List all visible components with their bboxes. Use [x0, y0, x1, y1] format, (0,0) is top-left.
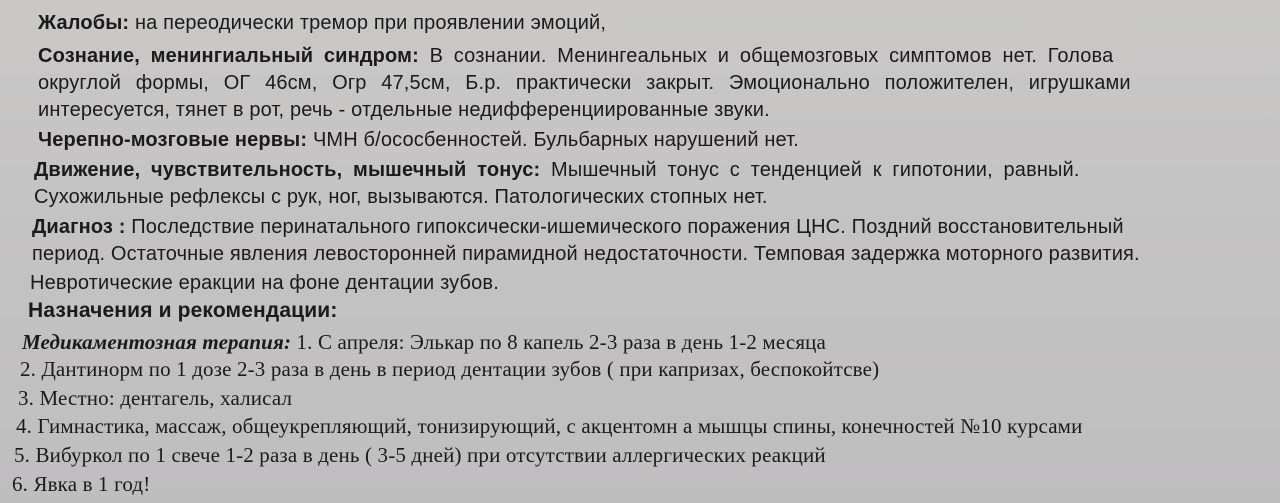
prescription-item-3: 3. Местно: дентагель, халисал — [18, 386, 293, 410]
prescription-item-6: 6. Явка в 1 год! — [12, 472, 151, 496]
prescription-item-1 — [22, 329, 826, 355]
prescription-item-4: 4. Гимнастика, массаж, общеукрепляющий, тонизирующий, с акцентомн а мышцы спины, конечностей №10 курсами — [16, 414, 1083, 438]
diagnosis-label: Диагноз : — [32, 216, 126, 238]
movement-text: Мышечный тонус с тенденцией к гипотонии, равный. — [540, 159, 1080, 181]
consciousness-line-1 — [38, 43, 1113, 69]
cranial-nerves-text: ЧМН б/ососбенностей. Бульбарных нарушений нет. — [307, 129, 799, 151]
prescription-item-5: 5. Вибуркол по 1 свече 1-2 раза в день ( 3-5 дней) при отсутствии аллергических реакций — [14, 443, 826, 467]
prescription-item-1-text: 1. С апреля: Элькар по 8 капель 2-3 раза в день 1-2 месяца — [291, 330, 827, 354]
diagnosis-line-2: период. Остаточные явления левосторонней пирамидной недостаточности. Темповая задержка моторного развития. — [32, 243, 1140, 265]
consciousness-label: Сознание, менингиальный синдром: — [38, 45, 419, 67]
consciousness-line-2: округлой формы, ОГ 46см, Огр 47,5см, Б.р. практически закрыт. Эмоционально положителен, игрушками — [38, 72, 1131, 94]
diagnosis-line-1 — [32, 214, 1124, 240]
complaints-line — [38, 10, 606, 36]
consciousness-text: В сознании. Менингеальных и общемозговых симптомов нет. Голова — [418, 45, 1114, 67]
diagnosis-line-3: Невротические еракции на фоне дентации зубов. — [30, 272, 499, 294]
therapy-label: Медикаментозная терапия: — [22, 330, 292, 354]
movement-label: Движение, чувствительность, мышечный тонус: — [34, 159, 541, 181]
consciousness-line-3: интересуется, тянет в рот, речь - отдельные недифференциированные звуки. — [38, 99, 770, 121]
movement-line-2: Сухожильные рефлексы с рук, ног, вызываются. Патологических стопных нет. — [34, 186, 768, 208]
movement-line-1 — [34, 157, 1080, 183]
complaints-text: на переодически тремор при проявлении эмоций, — [129, 12, 607, 34]
cranial-nerves-label: Черепно-мозговые нервы: — [38, 129, 308, 151]
cranial-nerves-line — [38, 127, 799, 153]
diagnosis-text: Последствие перинатального гипоксически-ишемического поражения ЦНС. Поздний восстановительный — [125, 216, 1124, 238]
complaints-label: Жалобы: — [38, 12, 130, 34]
prescriptions-heading: Назначения и рекомендации: — [28, 299, 338, 322]
prescription-item-2: 2. Дантинорм по 1 дозе 2-3 раза в день в период дентации зубов ( при капризах, беспокойтсве) — [20, 357, 880, 381]
